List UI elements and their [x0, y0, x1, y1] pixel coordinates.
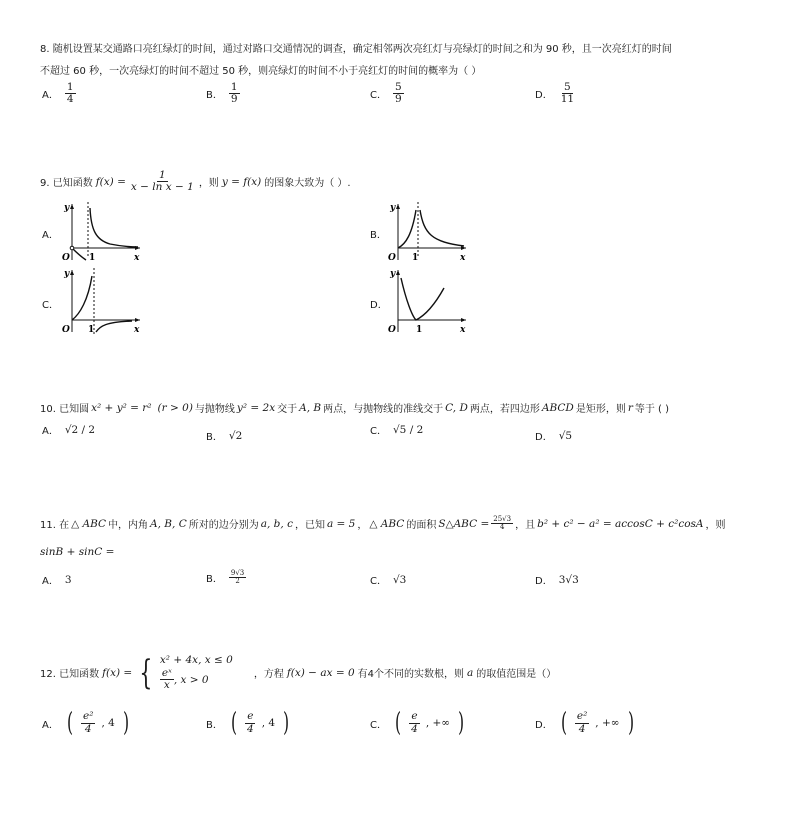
q11-stem-line2: sinB + sinC =	[40, 546, 115, 558]
option-fraction: $\frac{5}{11}$	[560, 81, 575, 106]
q11-stem: 11. 在 △ ABC 中，内角 A, B, C 所对的边分别为 a, b, c ，已知 a = 5 ， △ ABC 的面积 S△ABC = $\frac{25√3}{4}$ ，且 b² + c² − a² = accosC + c²cosA ，则	[40, 515, 726, 532]
axis-x-label: x	[460, 325, 466, 335]
axis-x-label: x	[460, 253, 466, 263]
q10-option-d[interactable]: D． √5	[535, 429, 573, 443]
q9-graph-a[interactable]	[60, 200, 145, 264]
option-value: √5 / 2	[392, 423, 424, 436]
axis-y-label: y	[64, 269, 70, 279]
piecewise-cases: x² + 4x, x ≤ 0 $\frac{\text{eˣ}}{x}$ , x > 0	[159, 654, 233, 692]
q8-stem-line1: 8. 随机设置某交通路口亮红绿灯的时间，通过对路口交通情况的调查，确定相邻两次亮红灯与亮绿灯的时间之和为 90 秒，且一次亮红灯的时间	[40, 44, 672, 55]
q11-option-c[interactable]: C． √3	[370, 573, 407, 587]
option-fraction: $\frac{5}{9}$	[394, 81, 402, 106]
q11-area-fraction: $\frac{25√3}{4}$	[493, 515, 512, 532]
q9-graph-b[interactable]	[386, 200, 471, 264]
option-value: √3	[392, 573, 407, 586]
tick-one-label: 1	[416, 325, 423, 335]
piecewise-brace: {	[139, 652, 153, 693]
option-value: 3	[64, 573, 72, 586]
option-label: D．	[535, 90, 553, 102]
option-fraction: $\frac{1}{4}$	[66, 81, 74, 106]
q12-option-b[interactable]: B． ( $\frac{e}{4}$ , 4 )	[206, 708, 290, 738]
q12-option-c[interactable]: C． ( $\frac{e}{4}$ , +∞ )	[370, 708, 465, 738]
q10-option-c[interactable]: C． √5 / 2	[370, 423, 424, 437]
option-label: B．	[206, 90, 223, 102]
option-label: C．	[370, 90, 387, 102]
option-value: √2	[228, 429, 243, 442]
q9-graph-c[interactable]	[60, 266, 145, 336]
axis-y-label: y	[390, 269, 396, 279]
option-value: √2 / 2	[64, 423, 96, 436]
option-value: 3√3	[558, 573, 579, 586]
axis-y-label: y	[390, 203, 396, 213]
q9-stem: 9. 已知函数 f(x) = $\frac{1}{\text{x − ln x − 1}}$ ，则 y = f(x) 的图象大致为（ ）.	[40, 169, 351, 194]
tick-one-label: 1	[88, 325, 95, 335]
q12-stem: 12. 已知函数 f(x) = { x² + 4x, x ≤ 0 $\frac{\text{eˣ}}{x}$ , x > 0 ，方程 f(x) − ax = 0 有4个不同的实数根，则 a 的取值范围是（）	[40, 652, 557, 693]
option-fraction: $\frac{1}{9}$	[230, 81, 238, 106]
option-label: A．	[42, 90, 59, 102]
tick-one-label: 1	[89, 253, 96, 263]
q9-graph-d[interactable]	[386, 266, 471, 336]
q8-option-c[interactable]	[370, 82, 404, 105]
axis-x-label: x	[134, 325, 140, 335]
q8-option-a[interactable]	[42, 82, 76, 105]
q11-option-b[interactable]: B． $\frac{9√3}{2}$	[206, 569, 245, 586]
axis-x-label: x	[134, 253, 140, 263]
q10-stem: 10. 已知圆 x² + y² = r² (r > 0) 与抛物线 y² = 2x 交于 A, B 两点，与抛物线的准线交于 C, D 两点，若四边形 ABCD 是矩形，则 r 等于 ( )	[40, 401, 670, 415]
origin-label: O	[62, 325, 70, 335]
option-value: √5	[558, 429, 573, 442]
axis-y-label: y	[64, 203, 70, 213]
q9-option-b-label[interactable]: B．	[370, 230, 387, 241]
q8-stem-line2: 不超过 60 秒，一次亮绿灯的时间不超过 50 秒，则亮绿灯的时间不小于亮红灯的时间的概率为（ ）	[40, 66, 482, 77]
q8-option-d[interactable]	[535, 82, 576, 105]
origin-label: O	[388, 253, 396, 263]
tick-one-label: 1	[412, 253, 419, 263]
q10-option-a[interactable]: A． √2 / 2	[42, 423, 96, 437]
q9-option-a-label[interactable]: A．	[42, 230, 59, 241]
q9-fraction: $\frac{1}{\text{x − ln x − 1}}$	[130, 169, 194, 194]
option-fraction: $\frac{9√3}{2}$	[230, 569, 245, 586]
q11-option-d[interactable]: D． 3√3	[535, 573, 579, 587]
q10-option-b[interactable]: B． √2	[206, 429, 243, 443]
q9-option-c-label[interactable]: C．	[42, 300, 59, 311]
origin-label: O	[62, 253, 70, 263]
q12-option-d[interactable]: D． ( $\frac{\text{e²}}{4}$ , +∞ )	[535, 708, 634, 738]
q8-option-b[interactable]	[206, 82, 240, 105]
q9-option-d-label[interactable]: D．	[370, 300, 388, 311]
q11-option-a[interactable]: A． 3	[42, 573, 72, 587]
origin-label: O	[388, 325, 396, 335]
q12-option-a[interactable]: A． ( $\frac{\text{e²}}{4}$ , 4 )	[42, 708, 129, 738]
